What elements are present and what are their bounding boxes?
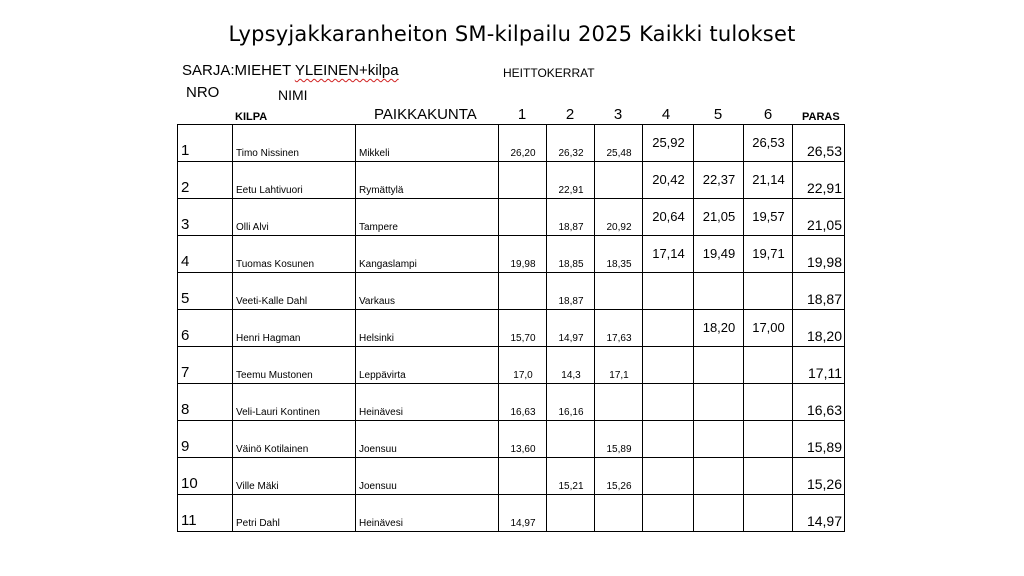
throw-5-result xyxy=(694,458,744,495)
column-header-paikkakunta: PAIKKAKUNTA xyxy=(374,106,477,123)
throw-1-result xyxy=(499,199,547,236)
throw-6-result: 19,71 xyxy=(744,236,793,273)
throw-5-result xyxy=(694,495,744,532)
row-number: 2 xyxy=(178,162,233,199)
table-row xyxy=(178,495,845,532)
throw-5-result xyxy=(694,421,744,458)
competitor-name: Petri Dahl xyxy=(233,495,356,532)
throw-6-result xyxy=(744,495,793,532)
row-number: 1 xyxy=(178,125,233,162)
competitor-town: Varkaus xyxy=(356,273,499,310)
best-result: 14,97 xyxy=(793,495,845,532)
throw-2-result: 18,87 xyxy=(547,199,595,236)
table-row xyxy=(178,162,845,199)
row-number: 10 xyxy=(178,458,233,495)
throw-1-result xyxy=(499,273,547,310)
throw-3-result: 15,26 xyxy=(595,458,643,495)
table-row xyxy=(178,347,845,384)
throw-2-result: 14,3 xyxy=(547,347,595,384)
column-header-throw-2: 2 xyxy=(565,106,575,123)
column-header-kilpa: KILPA xyxy=(235,111,268,123)
throw-5-result xyxy=(694,347,744,384)
throw-5-result: 21,05 xyxy=(694,199,744,236)
throw-2-result: 15,21 xyxy=(547,458,595,495)
column-header-throw-6: 6 xyxy=(763,106,773,123)
best-result: 21,05 xyxy=(793,199,845,236)
throw-1-result: 16,63 xyxy=(499,384,547,421)
competitor-name: Ville Mäki xyxy=(233,458,356,495)
throw-2-result xyxy=(547,495,595,532)
throw-1-result xyxy=(499,458,547,495)
throw-5-result: 19,49 xyxy=(694,236,744,273)
throw-4-result xyxy=(643,384,694,421)
throw-1-result: 17,0 xyxy=(499,347,547,384)
throw-3-result xyxy=(595,495,643,532)
best-result: 26,53 xyxy=(793,125,845,162)
throw-1-result xyxy=(499,162,547,199)
table-row xyxy=(178,273,845,310)
throw-4-result xyxy=(643,310,694,347)
throw-2-result xyxy=(547,421,595,458)
throw-4-result xyxy=(643,347,694,384)
competitor-town: Helsinki xyxy=(356,310,499,347)
row-number: 4 xyxy=(178,236,233,273)
series-prefix: SARJA:MIEHET xyxy=(182,62,295,79)
competitor-name: Eetu Lahtivuori xyxy=(233,162,356,199)
competitor-name: Olli Alvi xyxy=(233,199,356,236)
throw-3-result: 18,35 xyxy=(595,236,643,273)
column-header-throw-4: 4 xyxy=(661,106,671,123)
throw-4-result: 25,92 xyxy=(643,125,694,162)
competitor-name: Tuomas Kosunen xyxy=(233,236,356,273)
throw-6-result xyxy=(744,421,793,458)
best-result: 17,11 xyxy=(793,347,845,384)
throw-3-result: 17,63 xyxy=(595,310,643,347)
best-result: 18,87 xyxy=(793,273,845,310)
table-row xyxy=(178,125,845,162)
throw-6-result xyxy=(744,347,793,384)
row-number: 9 xyxy=(178,421,233,458)
throw-6-result xyxy=(744,384,793,421)
throw-5-result xyxy=(694,384,744,421)
best-result: 22,91 xyxy=(793,162,845,199)
throw-3-result: 17,1 xyxy=(595,347,643,384)
page-title: Lypsyjakkaranheiton SM-kilpailu 2025 Kaikki tulokset xyxy=(228,22,796,46)
table-row xyxy=(178,421,845,458)
throw-5-result: 22,37 xyxy=(694,162,744,199)
results-table xyxy=(177,124,845,532)
competitor-town: Leppävirta xyxy=(356,347,499,384)
throw-5-result: 18,20 xyxy=(694,310,744,347)
throw-3-result xyxy=(595,273,643,310)
throw-2-result: 22,91 xyxy=(547,162,595,199)
throw-6-result: 17,00 xyxy=(744,310,793,347)
throw-3-result: 15,89 xyxy=(595,421,643,458)
table-row xyxy=(178,384,845,421)
competitor-name: Timo Nissinen xyxy=(233,125,356,162)
throw-5-result xyxy=(694,125,744,162)
best-result: 15,89 xyxy=(793,421,845,458)
competitor-town: Mikkeli xyxy=(356,125,499,162)
competitor-town: Rymättylä xyxy=(356,162,499,199)
row-number: 11 xyxy=(178,495,233,532)
nimi-label: NIMI xyxy=(278,87,308,103)
throw-3-result xyxy=(595,384,643,421)
throw-4-result xyxy=(643,421,694,458)
throw-1-result: 13,60 xyxy=(499,421,547,458)
column-header-throw-1: 1 xyxy=(517,106,527,123)
table-row xyxy=(178,199,845,236)
throw-6-result: 21,14 xyxy=(744,162,793,199)
throw-2-result: 18,87 xyxy=(547,273,595,310)
row-number: 7 xyxy=(178,347,233,384)
best-result: 15,26 xyxy=(793,458,845,495)
column-header-paras: PARAS xyxy=(802,111,840,123)
series-marked-text: YLEINEN+kilpa xyxy=(294,62,399,79)
competitor-town: Joensuu xyxy=(356,421,499,458)
throw-6-result xyxy=(744,273,793,310)
competitor-name: Veeti-Kalle Dahl xyxy=(233,273,356,310)
row-number: 5 xyxy=(178,273,233,310)
throw-1-result: 26,20 xyxy=(499,125,547,162)
throws-label: HEITTOKERRAT xyxy=(503,66,595,80)
best-result: 18,20 xyxy=(793,310,845,347)
table-row xyxy=(178,458,845,495)
series-label xyxy=(182,62,399,79)
throw-3-result xyxy=(595,162,643,199)
throw-4-result xyxy=(643,458,694,495)
throw-2-result: 14,97 xyxy=(547,310,595,347)
throw-1-result: 15,70 xyxy=(499,310,547,347)
row-number: 6 xyxy=(178,310,233,347)
throw-2-result: 18,85 xyxy=(547,236,595,273)
competitor-town: Tampere xyxy=(356,199,499,236)
competitor-name: Henri Hagman xyxy=(233,310,356,347)
results-body xyxy=(178,125,845,532)
competitor-town: Joensuu xyxy=(356,458,499,495)
throw-1-result: 19,98 xyxy=(499,236,547,273)
row-number: 8 xyxy=(178,384,233,421)
throw-4-result: 20,42 xyxy=(643,162,694,199)
throw-4-result xyxy=(643,495,694,532)
column-header-throw-3: 3 xyxy=(613,106,623,123)
throw-4-result xyxy=(643,273,694,310)
competitor-name: Väinö Kotilainen xyxy=(233,421,356,458)
throw-2-result: 16,16 xyxy=(547,384,595,421)
throw-3-result: 20,92 xyxy=(595,199,643,236)
throw-6-result xyxy=(744,458,793,495)
nro-label: NRO xyxy=(186,84,220,101)
competitor-name: Veli-Lauri Kontinen xyxy=(233,384,356,421)
throw-4-result: 20,64 xyxy=(643,199,694,236)
table-row xyxy=(178,310,845,347)
best-result: 19,98 xyxy=(793,236,845,273)
throw-3-result: 25,48 xyxy=(595,125,643,162)
competitor-town: Heinävesi xyxy=(356,495,499,532)
table-row xyxy=(178,236,845,273)
throw-1-result: 14,97 xyxy=(499,495,547,532)
best-result: 16,63 xyxy=(793,384,845,421)
throw-4-result: 17,14 xyxy=(643,236,694,273)
throw-5-result xyxy=(694,273,744,310)
competitor-town: Heinävesi xyxy=(356,384,499,421)
column-header-throw-5: 5 xyxy=(713,106,723,123)
competitor-town: Kangaslampi xyxy=(356,236,499,273)
competitor-name: Teemu Mustonen xyxy=(233,347,356,384)
throw-6-result: 19,57 xyxy=(744,199,793,236)
throw-2-result: 26,32 xyxy=(547,125,595,162)
throw-6-result: 26,53 xyxy=(744,125,793,162)
row-number: 3 xyxy=(178,199,233,236)
